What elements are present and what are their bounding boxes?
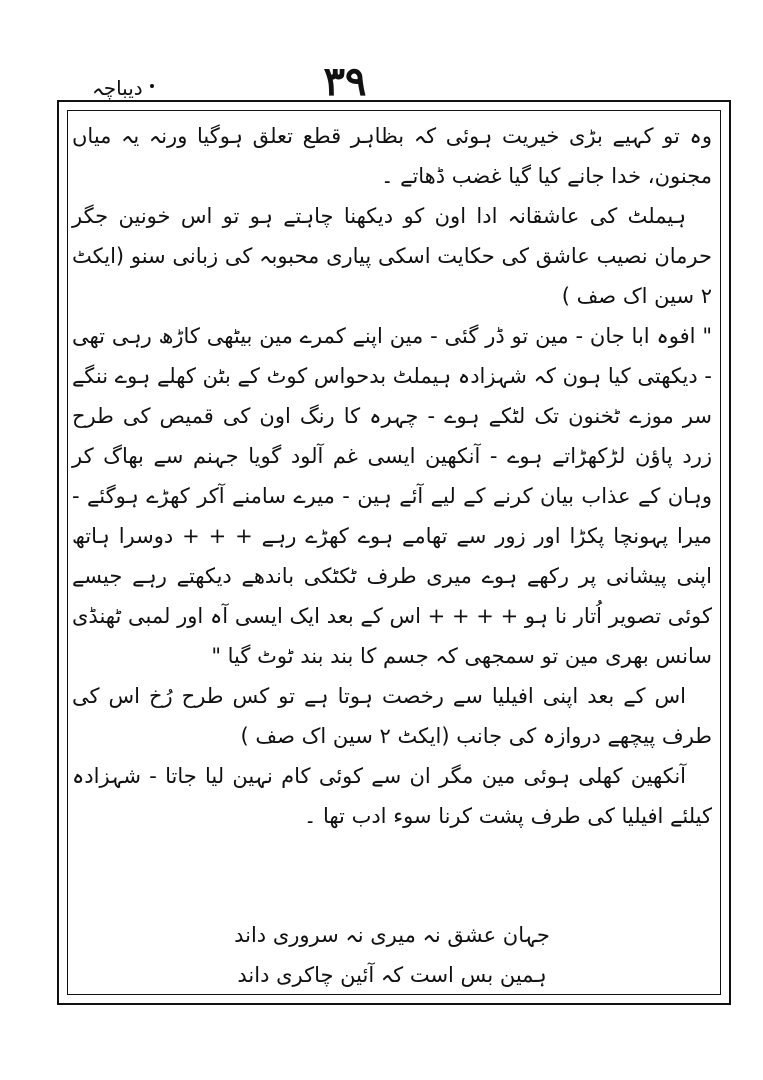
paragraph-4: اس کے بعد اپنی افیلیا سے رخصت ہوتا ہے تو کس طرح رُخ اس کی طرف پیچھے دروازہ کی جانب (ایکٹ ۲ سین اک صف ) — [72, 684, 712, 748]
paragraph-3: " افوہ ابا جان - مین تو ڈر گئی - مین اپنے کمرے مین بیٹھی کاڑھ رہی تھی - دیکھتی کیا ہون کہ شہزادہ ہیملٹ بدحواس کوٹ کے بٹن کھلے ہوے ننگے سر موزے ٹخنون تک لٹکے ہوے - چہرہ کا رنگ اون کی قمیص کی طرح زرد پاؤن لڑکھڑاتے ہوے - آنکھین ایسی غم آلود گویا جہنم سے بھاگ کر وہان کے عذاب بیان کرنے کے لیے آئے ہین - میرے سامنے آکر کھڑے ہوگئے - میرا پہونچا پکڑا اور زور سے تھامے ہوے کھڑے رہے + + + دوسرا ہاتھ اپنی پیشانی پر رکھے ہوے میری طرف ٹکٹکی باندھے دیکھتے رہے جیسے کوئی تصویر اُتار نا ہو + + + + اس کے بعد ایک ایسی آہ اور لمبی ٹھنڈی سانس بھری مین تو سمجھی کہ جسم کا بند بند ٹوٹ گیا " — [72, 324, 712, 668]
paragraph-1: وہ تو کہیے بڑی خیریت ہوئی کہ بظاہر قطع تعلق ہوگیا ورنہ یہ میاں مجنون، خدا جانے کیا گیا غضب ڈھاتے ۔ — [72, 124, 712, 188]
body-text — [72, 116, 712, 836]
verse — [72, 915, 712, 995]
page-number: ۳۹ — [323, 58, 367, 105]
header-dot — [150, 84, 154, 88]
verse-line-1: جہان عشق نہ میری نہ سروری داند — [234, 923, 550, 947]
paragraph-2: ہیملٹ کی عاشقانہ ادا اون کو دیکھنا چاہتے ہو تو اس خونین جگر حرمان نصیب عاشق کی حکایت اسکی پیاری محبوبہ کی زبانی سنو (ایکٹ ۲ سین اک صف ) — [72, 204, 712, 308]
verse-line-2: ہمین بس است کہ آئین چاکری داند — [237, 963, 547, 987]
chapter-title: دیباچہ — [92, 76, 143, 100]
paragraph-5: آنکھین کھلی ہوئی مین مگر ان سے کوئی کام نہین لیا جاتا - شہزادہ کیلئے افیلیا کی طرف پشت کرنا سوء ادب تھا ۔ — [72, 764, 712, 828]
